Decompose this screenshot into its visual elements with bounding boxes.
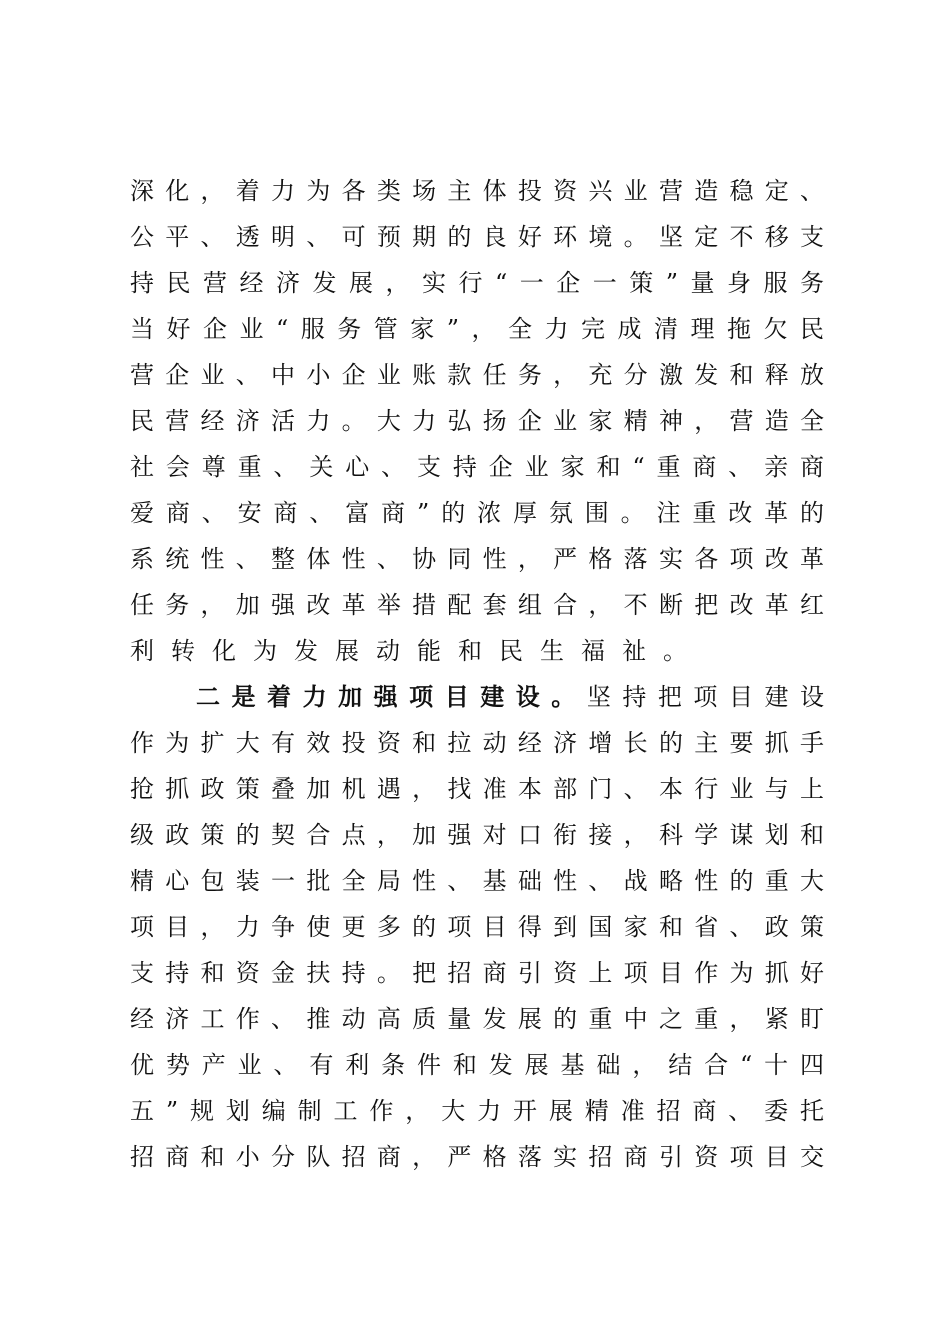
- text-segment: 坚持把项目建设: [586, 683, 825, 711]
- paragraph-projects: [130, 674, 824, 1180]
- text-line: 爱商、安商、富商”的浓厚氛围。注重改革的: [130, 499, 824, 527]
- text-line: 任务，加强改革举措配套组合，不断把改革红: [130, 591, 824, 619]
- text-line: 项目，力争使更多的项目得到国家和省、政策: [130, 913, 824, 941]
- text-line: 营企业、中小企业账款任务，充分激发和释放: [130, 361, 824, 389]
- text-line: 五”规划编制工作，大力开展精准招商、委托: [130, 1097, 824, 1125]
- section-heading: 二是着力加强项目建设。: [196, 682, 587, 711]
- text-line: 招商和小分队招商，严格落实招商引资项目交: [130, 1143, 824, 1171]
- text-line: 支持和资金扶持。把招商引资上项目作为抓好: [130, 959, 824, 987]
- text-line: 利转化为发展动能和民生福祉。: [130, 637, 704, 665]
- text-line: 当好企业“服务管家”，全力完成清理拖欠民: [130, 315, 824, 343]
- text-line: 级政策的契合点，加强对口衔接，科学谋划和: [130, 821, 824, 849]
- text-line: 优势产业、有利条件和发展基础，结合“十四: [130, 1051, 824, 1079]
- text-line: 作为扩大有效投资和拉动经济增长的主要抓手: [130, 729, 824, 757]
- text-line: 深化，着力为各类场主体投资兴业营造稳定、: [130, 177, 824, 205]
- text-line: 经济工作、推动高质量发展的重中之重，紧盯: [130, 1005, 824, 1033]
- paragraph-reform: [130, 168, 824, 674]
- text-line: 持民营经济发展，实行“一企一策”量身服务: [130, 269, 824, 297]
- text-line: 抢抓政策叠加机遇，找准本部门、本行业与上: [130, 775, 824, 803]
- text-line: 民营经济活力。大力弘扬企业家精神，营造全: [130, 407, 824, 435]
- text-line: 精心包装一批全局性、基础性、战略性的重大: [130, 867, 824, 895]
- text-line: 公平、透明、可预期的良好环境。坚定不移支: [130, 223, 824, 251]
- text-line: 系统性、整体性、协同性，严格落实各项改革: [130, 545, 824, 573]
- text-line: 社会尊重、关心、支持企业家和“重商、亲商: [130, 453, 824, 481]
- paragraph-first-line: [130, 674, 824, 720]
